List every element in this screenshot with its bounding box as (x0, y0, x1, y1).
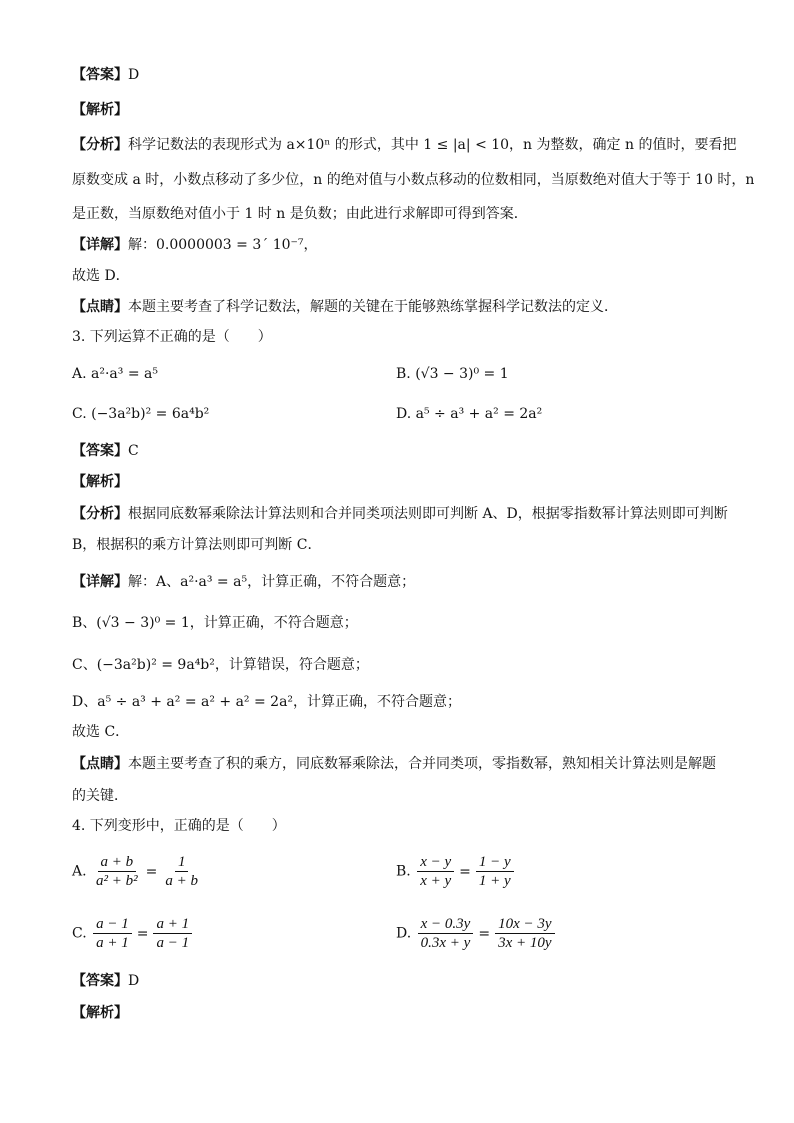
fraction: $\frac{x - 0.3y}{0.3x + y}$ (418, 915, 474, 952)
q2-choose: 故选 D． (72, 268, 130, 284)
q4-analysis-tag: 【解析】 (72, 1005, 128, 1021)
q4-option-b: B. $\frac{x - y}{x + y}$ = $\frac{1 - y}{1 + y}$ (396, 853, 516, 890)
q3-option-a: A. a²·a³ = a⁵ (72, 366, 158, 382)
q3-analysis-tag: 【解析】 (72, 474, 128, 490)
q3-note-line-1: 【点睛】本题主要考查了积的乘方，同底数幂乘除法，合并同类项，零指数幂，熟知相关计算法则是解题 (72, 756, 716, 772)
fraction: $\frac{10x - 3y}{3x + 10y}$ (495, 915, 554, 952)
q3-fenxi-line-1: 【分析】根据同底数幂乘除法计算法则和合并同类项法则即可判断 A、D，根据零指数幂计算法则即可判断 (72, 506, 728, 522)
fraction: $\frac{a - 1}{a + 1}$ (93, 915, 132, 952)
q3-option-b: B. (√3 − 3)⁰ = 1 (396, 366, 509, 382)
q3-note-line-2: 的关键． (72, 788, 128, 804)
q3-fenxi-line-2: B，根据积的乘方计算法则即可判断 C． (72, 537, 322, 553)
fraction: $\frac{1}{a + b}$ (165, 854, 198, 889)
q3-detail-b: B、(√3 − 3)⁰ = 1，计算正确，不符合题意； (72, 615, 358, 631)
q2-detail-line: 【详解】解：0.0000003 = 3´ 10⁻⁷， (72, 237, 318, 253)
q4-option-a: A. $\frac{a + b}{\text{a² + b²}}$ = $\frac{1}{a + b}$ (72, 853, 203, 890)
q2-fenxi-line-3: 是正数，当原数绝对值小于 1 时 n 是负数；由此进行求解即可得到答案． (72, 206, 528, 222)
q2-note-line: 【点睛】本题主要考查了科学记数法，解题的关键在于能够熟练掌握科学记数法的定义． (72, 299, 618, 315)
fraction: $\frac{1 - y}{1 + y}$ (476, 853, 514, 890)
fraction: $\frac{x - y}{x + y}$ (417, 853, 454, 890)
q2-answer-line (72, 66, 139, 84)
answer-value: D (128, 67, 140, 83)
q2-fenxi-line-1: 【分析】科学记数法的表现形式为 a×10ⁿ 的形式，其中 1 ≤ |a| < 10，n 为整数，确定 n 的值时，要看把 (72, 137, 737, 153)
q3-answer-line: 【答案】C (72, 443, 139, 459)
answer-tag: 【答案】 (72, 67, 128, 83)
q4-stem: 4. 下列变形中，正确的是（ ） (72, 818, 286, 834)
fraction: $\frac{a + b}{\text{a² + b²}}$ (96, 854, 138, 889)
fraction: $\frac{a + 1}{a - 1}$ (153, 915, 192, 952)
q3-detail-c: C、(−3a²b)² = 9a⁴b²，计算错误，符合题意； (72, 657, 369, 673)
q4-option-d: D. $\frac{x - 0.3y}{0.3x + y}$ = $\frac{10x - 3y}{3x + 10y}$ (396, 915, 557, 952)
q4-option-c: C. $\frac{a - 1}{a + 1}$ = $\frac{a + 1}{a - 1}$ (72, 915, 194, 952)
q3-option-d: D. a⁵ ÷ a³ + a² = 2a² (396, 406, 543, 422)
q3-choose: 故选 C． (72, 724, 130, 740)
q3-detail-a: 【详解】解：A、a²·a³ = a⁵，计算正确，不符合题意； (72, 574, 416, 590)
q3-detail-d: D、a⁵ ÷ a³ + a² = a² + a² = 2a²，计算正确，不符合题意； (72, 694, 462, 710)
q3-stem: 3. 下列运算不正确的是（ ） (72, 329, 272, 345)
q3-option-c: C. (−3a²b)² = 6a⁴b² (72, 406, 210, 422)
q2-fenxi-line-2: 原数变成 a 时，小数点移动了多少位，n 的绝对值与小数点移动的位数相同，当原数绝对值大于等于 10 时，n (72, 172, 755, 188)
q4-answer-line: 【答案】D (72, 973, 140, 989)
q2-analysis-tag: 【解析】 (72, 102, 128, 118)
